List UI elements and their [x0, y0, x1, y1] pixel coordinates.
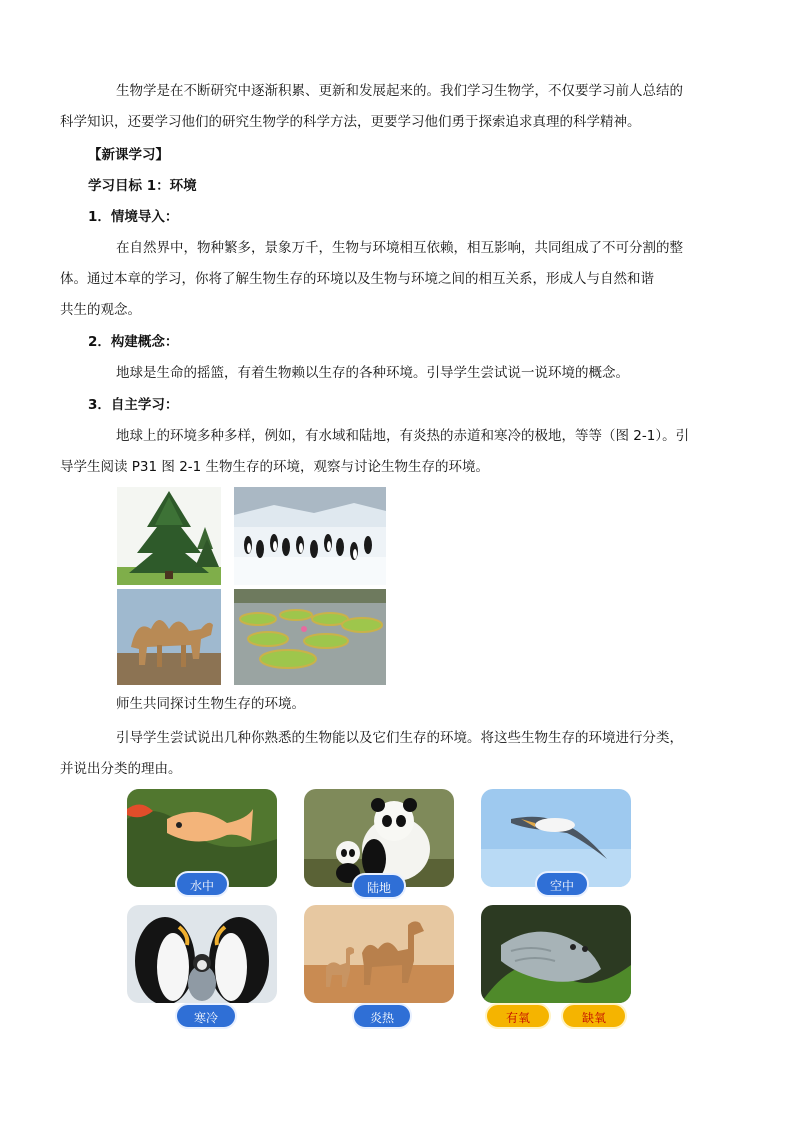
- label-cold: 寒冷: [175, 1003, 237, 1029]
- step1-title: 1．情境导入：: [88, 209, 179, 225]
- camel-photo: [117, 589, 221, 685]
- label-water: 水中: [175, 871, 229, 897]
- hot-camels-card: [304, 905, 454, 1003]
- tree-photo: [117, 487, 221, 585]
- discuss-line: 师生共同探讨生物生存的环境。: [116, 696, 305, 712]
- section-title: 【新课学习】: [88, 147, 169, 163]
- label-hot: 炎热: [352, 1003, 412, 1029]
- penguins-ice-photo: [234, 487, 386, 585]
- label-land: 陆地: [352, 873, 406, 899]
- label-air: 空中: [535, 871, 589, 897]
- guide-paragraph: 引导学生尝试说出几种你熟悉的生物能以及它们生存的环境。将这些生物生存的环境进行分类， 并说出分类的理由。: [60, 730, 683, 777]
- cold-penguins-card: [127, 905, 277, 1003]
- label-oxygen: 有氧: [485, 1003, 551, 1029]
- step2-title: 2．构建概念：: [88, 334, 179, 350]
- label-no-oxygen: 缺氧: [561, 1003, 627, 1029]
- step1-paragraph: 在自然界中，物种繁多，景象万千，生物与环境相互依赖，相互影响，共同组成了不可分割的整 体。通过本章的学习，你将了解生物生存的环境以及生物与环境之间的相互关系，形成人与自然和谐 共生的观念。: [60, 240, 683, 318]
- step3-title: 3．自主学习：: [88, 397, 179, 413]
- step3-paragraph: 地球上的环境多种多样，例如，有水域和陆地，有炎热的赤道和寒冷的极地，等等（图 2-1）。引 导学生阅读 P31 图 2-1 生物生存的环境，观察与讨论生物生存的环境。: [60, 428, 690, 475]
- tardigrade-card: [481, 905, 631, 1003]
- lily-pads-photo: [234, 589, 386, 685]
- step2-paragraph: 地球是生命的摇篮，有着生物赖以生存的各种环境。引导学生尝试说一说环境的概念。: [116, 365, 629, 381]
- intro-paragraph: 生物学是在不断研究中逐渐积累、更新和发展起来的。我们学习生物学，不仅要学习前人总结的 科学知识，还要学习他们的研究生物学的科学方法，更要学习他们勇于探索追求真理的科学精神。: [60, 83, 683, 130]
- goal-title: 学习目标 1：环境: [88, 178, 197, 194]
